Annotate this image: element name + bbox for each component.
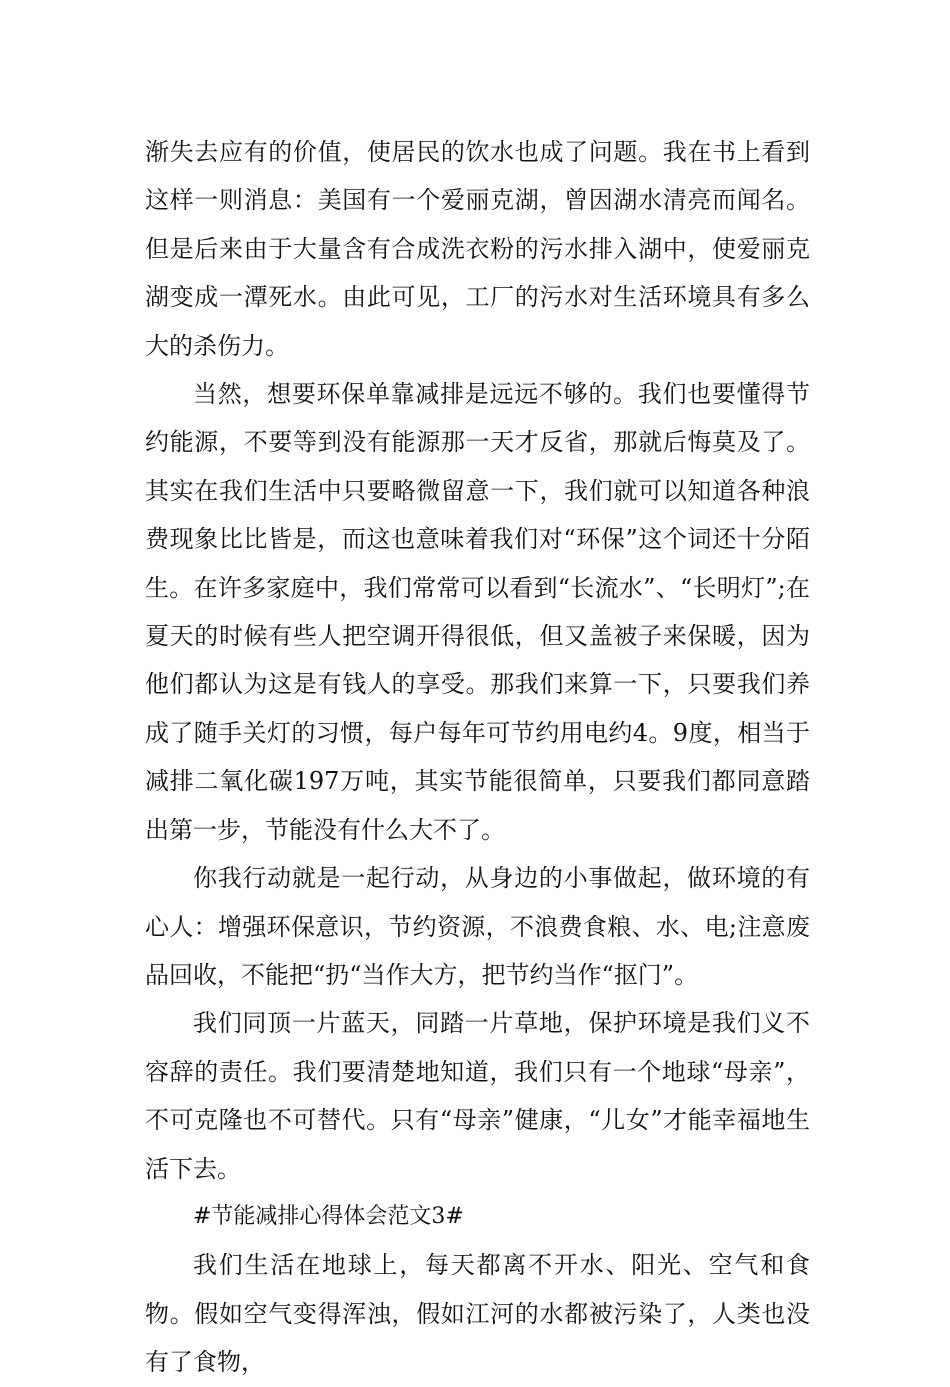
paragraph-one-earth: 我们同顶一片蓝天，同踏一片草地，保护环境是我们义不容辞的责任。我们要清楚地知道，我们只有一个地球“母亲”，不可克隆也不可替代。只有“母亲”健康，“儿女”才能幸福地生活下去。	[145, 1009, 810, 1183]
paragraph-energy-saving: 当然，想要环保单靠减排是远远不够的。我们也要懂得节约能源，不要等到没有能源那一天才反省，那就后悔莫及了。其实在我们生活中只要略微留意一下，我们就可以知道各种浪费现象比比皆是，而这也意味着我们对“环保”这个词还十分陌生。在许多家庭中，我们常常可以看到“长流水”、“长明灯”;在夏天的时候有些人把空调开得很低，但又盖被子来保暖，因为他们都认为这是有钱人的享受。那我们来算一下，只要我们养成了随手关灯的习惯，每户每年可节约用电约4。9度，相当于减排二氧化碳197万吨，其实节能很简单，只要我们都同意踏出第一步，节能没有什么大不了。	[145, 380, 810, 844]
document-body	[145, 128, 810, 1387]
paragraph-act-together: 你我行动就是一起行动，从身边的小事做起，做环境的有心人：增强环保意识，节约资源，不浪费食粮、水、电;注意废品回收，不能把“扔“当作大方，把节约当作“抠门”。	[145, 864, 810, 989]
paragraph-final: 我们生活在地球上，每天都离不开水、阳光、空气和食物。假如空气变得浑浊，假如江河的水都被污染了，人类也没有了食物，	[145, 1251, 810, 1377]
section-heading: #节能减排心得体会范文3#	[193, 1203, 464, 1229]
paragraph-continued: 渐失去应有的价值，使居民的饮水也成了问题。我在书上看到这样一则消息：美国有一个爱丽克湖，曾因湖水清亮而闻名。但是后来由于大量含有合成洗衣粉的污水排入湖中，使爱丽克湖变成一潭死水。由此可见，工厂的污水对生活环境具有多么大的杀伤力。	[145, 138, 810, 360]
